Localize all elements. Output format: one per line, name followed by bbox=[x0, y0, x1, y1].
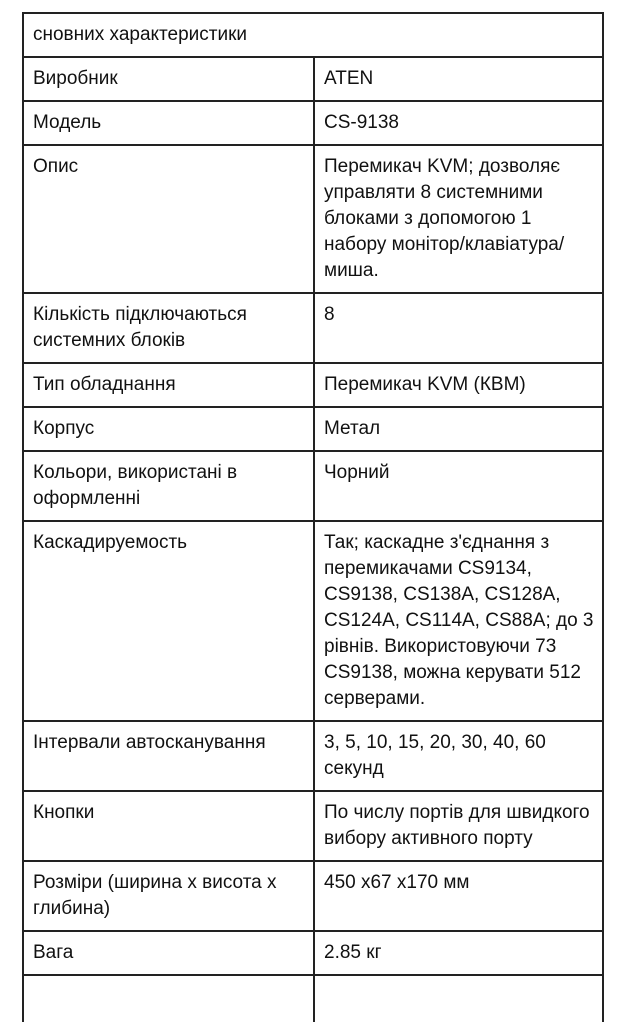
table-row bbox=[23, 363, 603, 407]
row-value: Перемикач KVM (КВМ) bbox=[314, 363, 603, 407]
row-label: Кількість підключаються системних блоків bbox=[23, 293, 314, 363]
row-value: Чорний bbox=[314, 451, 603, 521]
table-row bbox=[23, 931, 603, 975]
table-row bbox=[23, 293, 603, 363]
table-row bbox=[23, 721, 603, 791]
row-label: Каскадируемость bbox=[23, 521, 314, 721]
row-value: 450 x67 x170 мм bbox=[314, 861, 603, 931]
row-label: Розміри (ширина х висота х глибина) bbox=[23, 861, 314, 931]
row-value: Так; каскадне з'єднання з перемикачами CS9134, CS9138, CS138A, CS128A, CS124A, CS114A, CS88A; до 3 рівнів. Використовуючи 73 CS9138, можна керувати 512 серверами. bbox=[314, 521, 603, 721]
row-value: Перемикач KVM; дозволяє управляти 8 системними блоками з допомогою 1 набору монітор/клавіатура/миша. bbox=[314, 145, 603, 293]
table-row bbox=[23, 521, 603, 721]
row-value: 2.85 кг bbox=[314, 931, 603, 975]
row-value: ATEN bbox=[314, 57, 603, 101]
row-label: Тип обладнання bbox=[23, 363, 314, 407]
spec-table bbox=[22, 12, 604, 1022]
row-value: По числу портів для швидкого вибору активного порту bbox=[314, 791, 603, 861]
table-row bbox=[23, 101, 603, 145]
row-value: CS-9138 bbox=[314, 101, 603, 145]
table-row bbox=[23, 791, 603, 861]
row-label: Опис bbox=[23, 145, 314, 293]
row-label: Інтервали автосканування bbox=[23, 721, 314, 791]
row-value: 8 bbox=[314, 293, 603, 363]
row-value: 3, 5, 10, 15, 20, 30, 40, 60 секунд bbox=[314, 721, 603, 791]
row-label: Кнопки bbox=[23, 791, 314, 861]
table-row bbox=[23, 407, 603, 451]
table-row bbox=[23, 145, 603, 293]
table-row bbox=[23, 861, 603, 931]
row-label: Виробник bbox=[23, 57, 314, 101]
row-label: Модель bbox=[23, 101, 314, 145]
row-value: Метал bbox=[314, 407, 603, 451]
row-label: Корпус bbox=[23, 407, 314, 451]
table-row bbox=[23, 451, 603, 521]
row-label: Вага bbox=[23, 931, 314, 975]
section-title: сновних характеристики bbox=[23, 13, 603, 57]
row-label: Кольори, використані в оформленні bbox=[23, 451, 314, 521]
table-row bbox=[23, 57, 603, 101]
section-header-row bbox=[23, 13, 603, 57]
